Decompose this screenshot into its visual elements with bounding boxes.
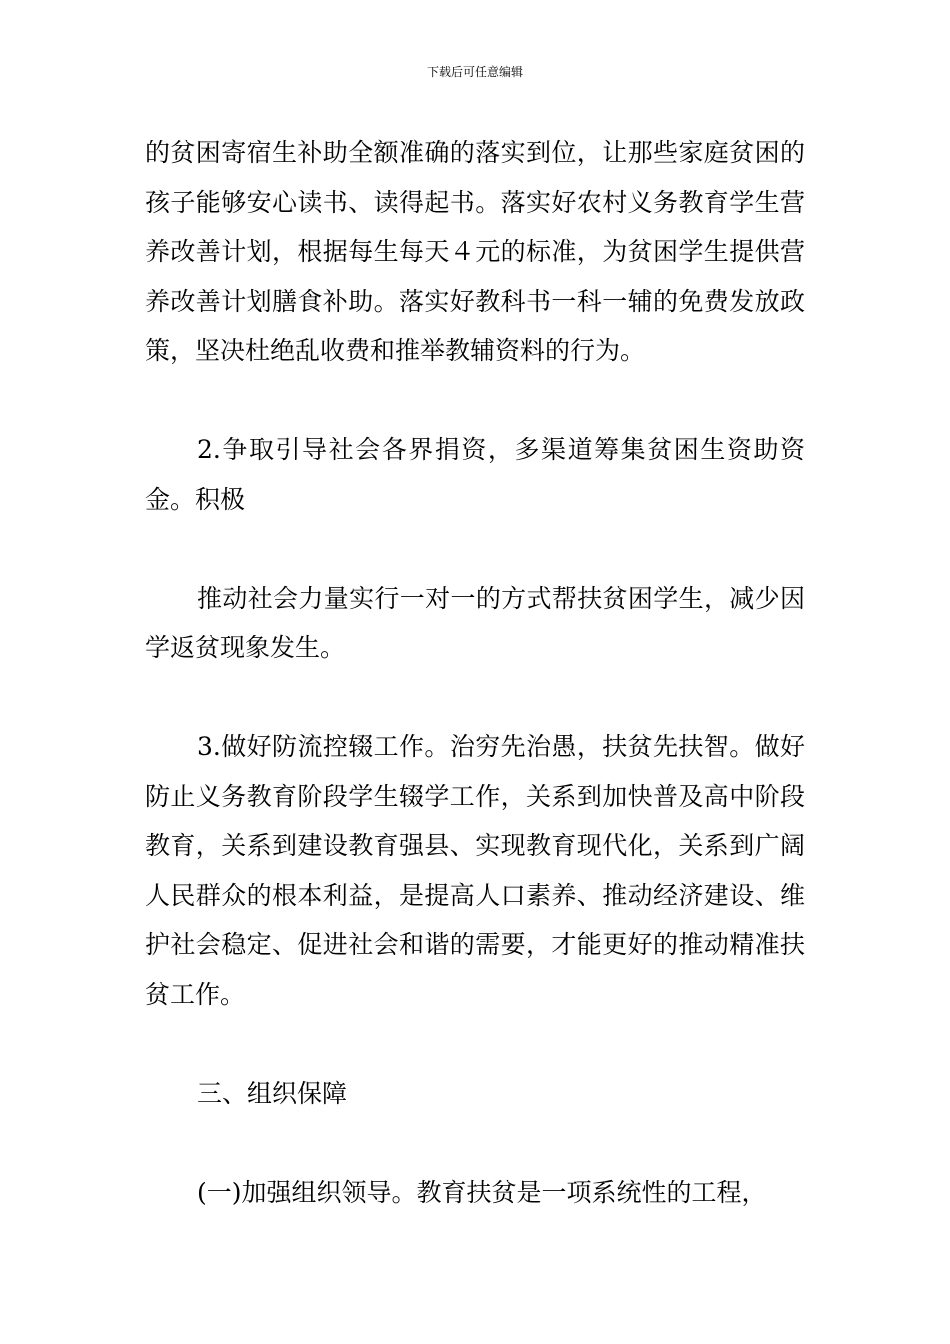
paragraph-gap [145, 1019, 805, 1069]
paragraph-gap [145, 1118, 805, 1168]
paragraph-social-support: 推动社会力量实行一对一的方式帮扶贫困学生，减少因学返贫现象发生。 [145, 583, 805, 662]
document-body [145, 128, 805, 1217]
paragraph-gap [145, 376, 805, 426]
paragraph-dropout-prevention: 3.做好防流控辍工作。治穷先治愚，扶贫先扶智。做好防止义务教育阶段学生辍学工作，关系到加快普及高中阶段教育，关系到建设教育强县、实现教育现代化，关系到广阔人民群众的根本利益，是提高人口素养、推动经济建设、维护社会稳定、促进社会和谐的需要，才能更好的推动精准扶贫工作。 [145, 732, 805, 1009]
paragraph-leadership: (一)加强组织领导。教育扶贫是一项系统性的工程， [197, 1177, 767, 1207]
paragraph-gap [145, 524, 805, 574]
section-heading-organization: 三、组织保障 [197, 1078, 348, 1108]
paragraph-donation: 2.争取引导社会各界捐资，多渠道筹集贫困生资助资金。积极 [145, 435, 805, 514]
paragraph-subsidy: 的贫困寄宿生补助全额准确的落实到位，让那些家庭贫困的孩子能够安心读书、读得起书。落实好农村义务教育学生营养改善计划，根据每生每天４元的标准，为贫困学生提供营养改善计划膳食补助。落实好教科书一科一辅的免费发放政策，坚决杜绝乱收费和推举教辅资料的行为。 [145, 138, 805, 365]
paragraph-gap [145, 673, 805, 723]
page-header: 下载后可任意编辑 [426, 65, 523, 79]
